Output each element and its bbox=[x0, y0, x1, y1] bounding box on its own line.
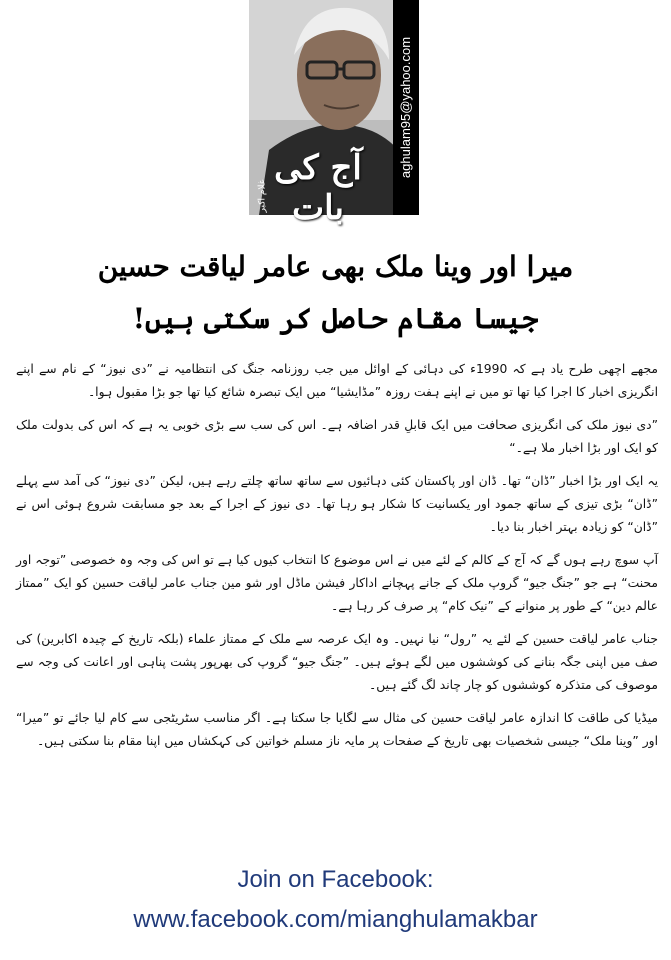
headline-line-1: میرا اور وینا ملک بھی عامر لیاقت حسین bbox=[97, 250, 574, 283]
paragraph-1: مجھے اچھی طرح یاد ہے کہ 1990ء کی دہائی کے اوائل میں جب روزنامہ جنگ کی انتظامیہ نے ”دی نیوز“ کے نام سے اپنے انگریزی اخبار کا اجرا کیا تھا تو میں نے اپنے ہفت روزہ ”مڈایشیا“ میں ایک تبصرہ شائع کیا تھا جو بڑا مقبول ہوا۔ bbox=[16, 362, 658, 399]
paragraph-3: یہ ایک اور بڑا اخبار ”ڈان“ تھا۔ ڈان اور پاکستان کئی دہائیوں سے ساتھ ساتھ چلتے رہے ہیں، لیکن ”دی نیوز“ کی آمد سے پہلے ”ڈان“ بڑی تیزی کے ساتھ جمود اور یکسانیت کا شکار ہو رہا تھا۔ دی نیوز کے اجرا کے بعد جو مسابقت شروع ہوئی اس نے ”ڈان“ کو زیادہ بہتر اخبار بنا دیا۔ bbox=[16, 474, 658, 534]
paragraph-2: ”دی نیوز ملک کی انگریزی صحافت میں ایک قابلِ قدر اضافہ ہے۔ اس کی سب سے بڑی خوبی یہ ہے کہ اس کی بدولت ملک کو ایک اور بڑا اخبار ملا ہے۔“ bbox=[16, 418, 658, 455]
headline-line-2: جیسا مقام حاصل کر سکتی ہیں! bbox=[132, 302, 539, 335]
author-name: غلام اکبر bbox=[257, 179, 268, 213]
column-title: آج کی بات bbox=[274, 148, 362, 228]
paragraph-6: میڈیا کی طاقت کا اندازہ عامر لیاقت حسین کی مثال سے لگایا جا سکتا ہے۔ اگر مناسب سٹریٹجی سے کام لیا جائے تو ”میرا“ اور ”وینا ملک“ جیسی شخصیات بھی تاریخ کے صفحات پر مایہ ناز مسلم خواتین کی کہکشاں میں اپنا مقام بنا سکتی ہیں۔ bbox=[16, 711, 658, 748]
email-strip bbox=[393, 0, 419, 215]
paragraph-4: آپ سوچ رہے ہوں گے کہ آج کے کالم کے لئے میں نے اس موضوع کا انتخاب کیوں کیا ہے تو اس کی وجہ وہ خصوصی ”توجہ اور محنت“ ہے جو ”جنگ جیو“ گروپ ملک کے جانے پہچانے اداکار فیشن ماڈل اور شو مین جناب عامر لیاقت حسین کو ایک ”ممتاز عالم دین“ کے طور پر منوانے کے ”نیک کام“ پر صرف کر رہا ہے۔ bbox=[16, 553, 658, 613]
article-body bbox=[16, 358, 658, 763]
author-name-strip bbox=[252, 178, 272, 214]
facebook-url: www.facebook.com/mianghulamakbar bbox=[133, 906, 538, 933]
author-email: aghulam95@yahoo.com bbox=[398, 36, 414, 179]
paragraph-5: جناب عامر لیاقت حسین کے لئے یہ ”رول“ نیا نہیں۔ وہ ایک عرصہ سے ملک کے ممتاز علماء (بلکہ تاریخ کے چیدہ اکابرین) کی صف میں اپنی جگہ بنانے کی کوششوں میں لگے ہوئے ہیں۔ ”جنگ جیو“ گروپ کی بھرپور پشت پناہی اور اعانت کی وجہ سے موصوف کی متذکرہ کوششوں کو چار چاند لگ گئے ہیں۔ bbox=[16, 632, 658, 692]
facebook-join-label: Join on Facebook: bbox=[237, 866, 434, 893]
